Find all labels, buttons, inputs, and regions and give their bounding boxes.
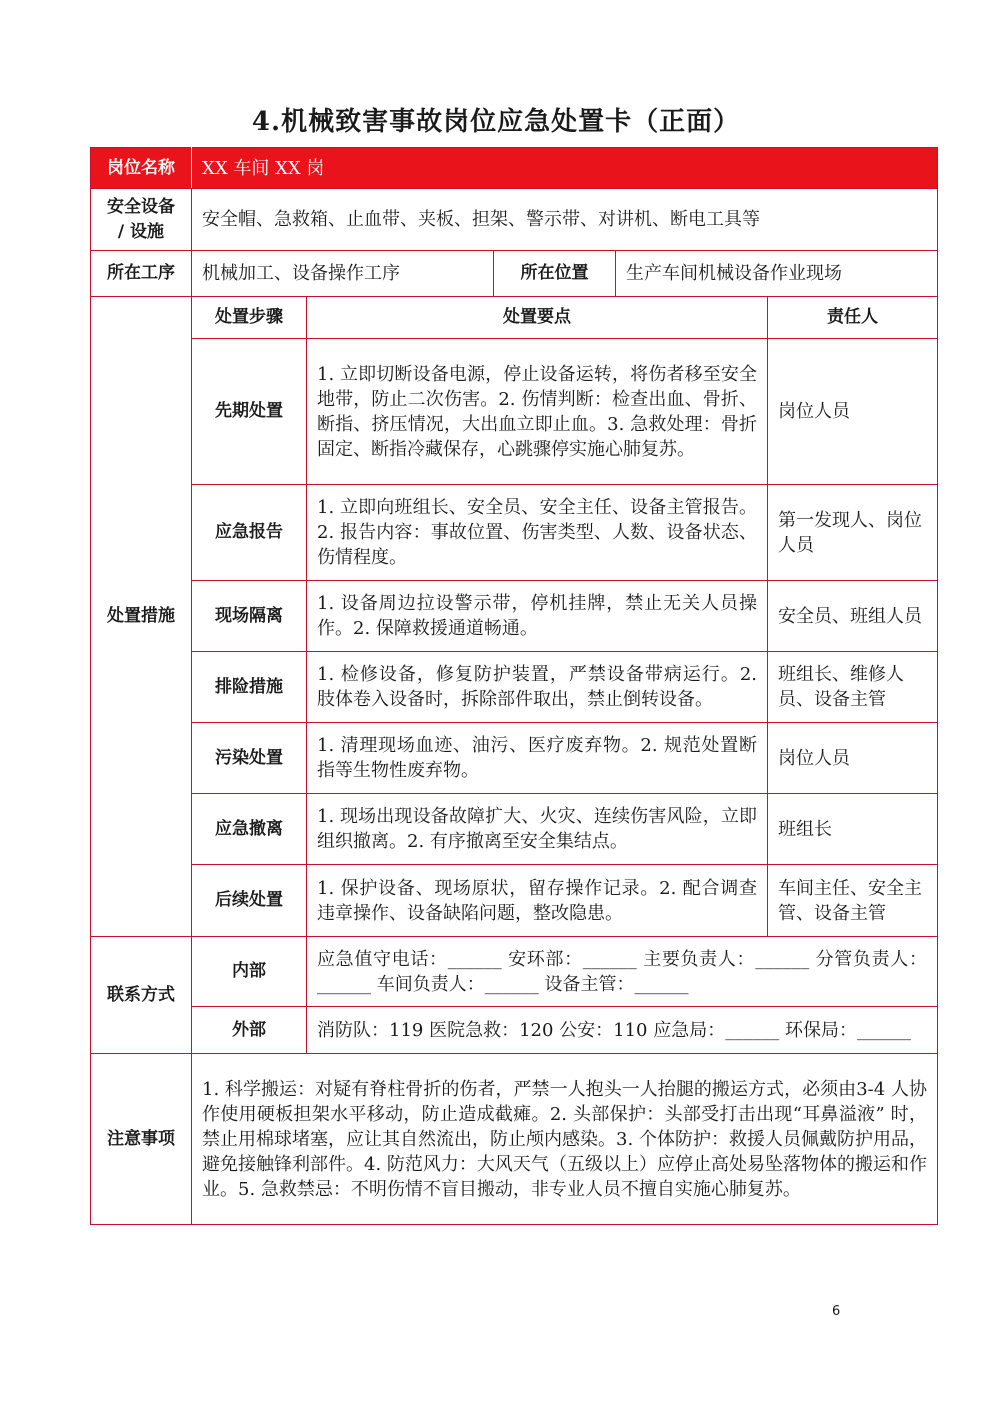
measure-row [91, 794, 938, 865]
internal-contacts: 应急值守电话：______ 安环部：______ 主要负责人：______ 分管负责人：______ 车间负责人：______ 设备主管：______ [307, 937, 938, 1007]
person-header: 责任人 [768, 297, 938, 339]
post-row [91, 148, 938, 189]
notes-row [91, 1054, 938, 1225]
location-label: 所在位置 [494, 251, 616, 297]
measure-person: 岗位人员 [768, 339, 938, 485]
equipment-value: 安全帽、急救箱、止血带、夹板、担架、警示带、对讲机、断电工具等 [192, 189, 938, 251]
location-value: 生产车间机械设备作业现场 [616, 251, 938, 297]
measures-label: 处置措施 [91, 297, 192, 937]
measure-step: 先期处置 [192, 339, 307, 485]
measure-points: 1. 检修设备，修复防护装置，严禁设备带病运行。2. 肢体卷入设备时，拆除部件取出，禁止倒转设备。 [307, 652, 768, 723]
external-contacts: 消防队：119 医院急救：120 公安：110 应急局：______ 环保局：______ [307, 1007, 938, 1054]
emergency-card-table [90, 147, 938, 1225]
measure-step: 污染处置 [192, 723, 307, 794]
page-number: 6 [832, 1304, 841, 1319]
measure-row [91, 652, 938, 723]
process-label: 所在工序 [91, 251, 192, 297]
page-title: 4.机械致害事故岗位应急处置卡（正面） [251, 107, 741, 137]
measure-points: 1. 设备周边拉设警示带，停机挂牌，禁止无关人员操作。2. 保障救援通道畅通。 [307, 581, 768, 652]
internal-label: 内部 [192, 937, 307, 1007]
measure-points: 1. 立即向班组长、安全员、安全主任、设备主管报告。2. 报告内容：事故位置、伤害类型、人数、设备状态、伤情程度。 [307, 485, 768, 581]
measure-row [91, 485, 938, 581]
measure-person: 班组长 [768, 794, 938, 865]
process-value: 机械加工、设备操作工序 [192, 251, 494, 297]
measure-person: 第一发现人、岗位人员 [768, 485, 938, 581]
contact-label: 联系方式 [91, 937, 192, 1054]
measure-points: 1. 立即切断设备电源，停止设备运转，将伤者移至安全地带，防止二次伤害。2. 伤情判断：检查出血、骨折、断指、挤压情况，大出血立即止血。3. 急救处理：骨折固定、断指冷藏保存，心跳骤停实施心肺复苏。 [307, 339, 768, 485]
notes-label: 注意事项 [91, 1054, 192, 1225]
measure-person: 车间主任、安全主管、设备主管 [768, 865, 938, 937]
measure-row [91, 339, 938, 485]
measure-step: 现场隔离 [192, 581, 307, 652]
measure-step: 后续处置 [192, 865, 307, 937]
measure-person: 班组长、维修人员、设备主管 [768, 652, 938, 723]
contact-internal-row [91, 937, 938, 1007]
external-label: 外部 [192, 1007, 307, 1054]
step-header: 处置步骤 [192, 297, 307, 339]
measure-step: 应急撤离 [192, 794, 307, 865]
measure-points: 1. 清理现场血迹、油污、医疗废弃物。2. 规范处置断指等生物性废弃物。 [307, 723, 768, 794]
notes-value: 1. 科学搬运：对疑有脊柱骨折的伤者，严禁一人抱头一人抬腿的搬运方式，必须由3-4 人协作使用硬板担架水平移动，防止造成截瘫。2. 头部保护：头部受打击出现“耳鼻溢液” 时，禁止用棉球堵塞，应让其自然流出，防止颅内感染。3. 个体防护：救援人员佩戴防护用品，避免接触锋利部件。4. 防范风力：大风天气（五级以上）应停止高处易坠落物体的搬运和作业。5. 急救禁忌：不明伤情不盲目搬动，非专业人员不擅自实施心肺复苏。 [192, 1054, 938, 1225]
post-value: XX 车间 XX 岗 [192, 148, 938, 189]
measure-step: 应急报告 [192, 485, 307, 581]
equipment-label: 安全设备 / 设施 [91, 189, 192, 251]
measures-header-row [91, 297, 938, 339]
process-location-row [91, 251, 938, 297]
measure-row [91, 865, 938, 937]
points-header: 处置要点 [307, 297, 768, 339]
measure-points: 1. 现场出现设备故障扩大、火灾、连续伤害风险，立即组织撤离。2. 有序撤离至安全集结点。 [307, 794, 768, 865]
measure-person: 安全员、班组人员 [768, 581, 938, 652]
measure-person: 岗位人员 [768, 723, 938, 794]
contact-external-row [91, 1007, 938, 1054]
equipment-row [91, 189, 938, 251]
measure-row [91, 581, 938, 652]
measure-step: 排险措施 [192, 652, 307, 723]
measure-row [91, 723, 938, 794]
post-label: 岗位名称 [91, 148, 192, 189]
measure-points: 1. 保护设备、现场原状，留存操作记录。2. 配合调查违章操作、设备缺陷问题，整改隐患。 [307, 865, 768, 937]
